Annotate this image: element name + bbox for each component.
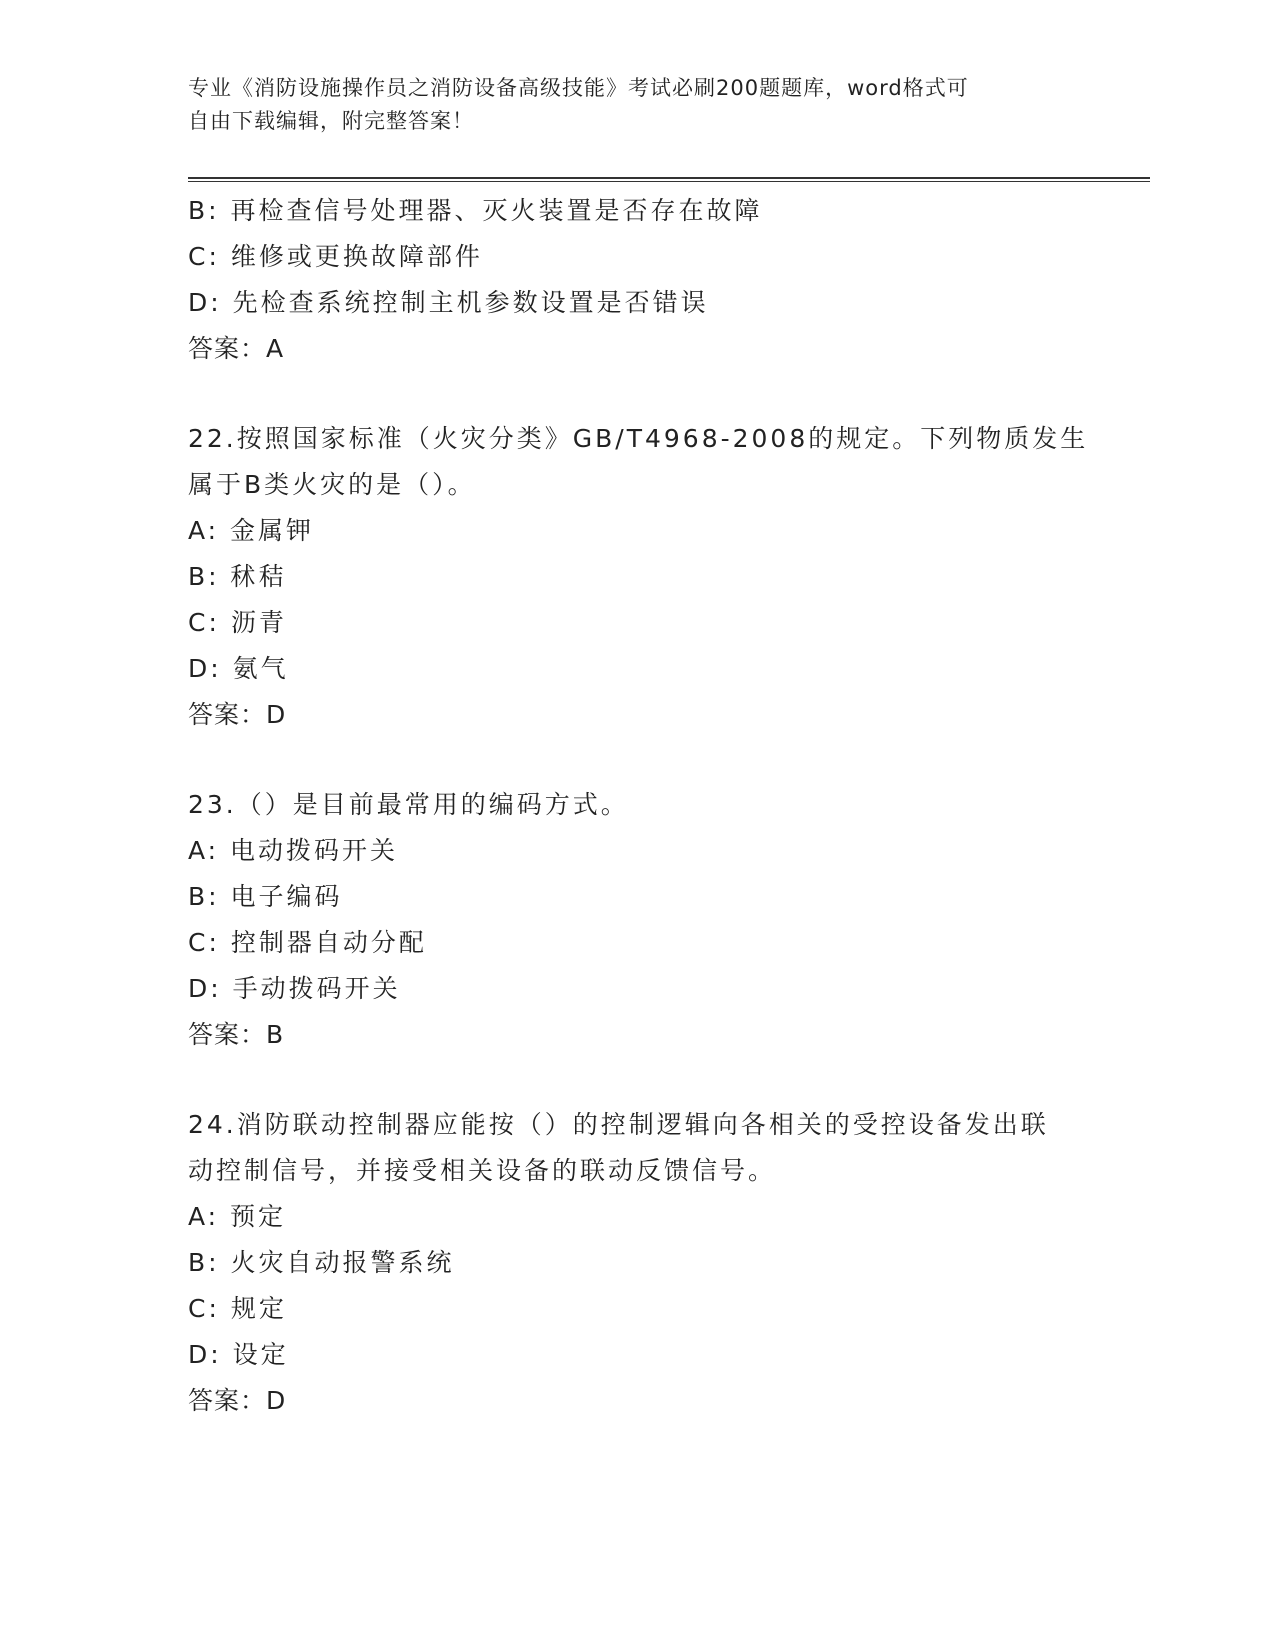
question-spacer <box>188 738 1088 782</box>
header-line-2: 自由下载编辑，附完整答案！ <box>188 109 474 133</box>
q24-option-a: A: 预定 <box>188 1202 287 1231</box>
q24-stem-line-2: 动控制信号，并接受相关设备的联动反馈信号。 <box>188 1156 777 1185</box>
q21-option-b: B: 再检查信号处理器、灭火装置是否存在故障 <box>188 196 763 225</box>
q24-option-b: B: 火灾自动报警系统 <box>188 1248 455 1277</box>
q24-option-d: D: 设定 <box>188 1340 289 1369</box>
question-21 <box>188 188 1088 372</box>
q23-option-d: D: 手动拨码开关 <box>188 974 401 1003</box>
q23-option-a: A: 电动拨码开关 <box>188 836 399 865</box>
q22-option-a: A: 金属钾 <box>188 516 315 545</box>
header-divider <box>188 177 1150 182</box>
question-24 <box>188 1102 1088 1424</box>
q21-answer: 答案：A <box>188 334 285 363</box>
q22-answer: 答案：D <box>188 700 287 729</box>
q22-stem-line-2: 属于B类火灾的是（）。 <box>188 470 476 499</box>
question-23 <box>188 782 1088 1058</box>
q22-option-c: C: 沥青 <box>188 608 287 637</box>
q24-stem-line-1: 24.消防联动控制器应能按（）的控制逻辑向各相关的受控设备发出联 <box>188 1110 1049 1139</box>
question-list <box>188 188 1088 1424</box>
question-22 <box>188 416 1088 738</box>
q22-option-b: B: 秫秸 <box>188 562 287 591</box>
question-spacer <box>188 372 1088 416</box>
q22-option-d: D: 氨气 <box>188 654 289 683</box>
q23-option-b: B: 电子编码 <box>188 882 343 911</box>
document-header <box>188 72 1088 138</box>
q21-option-d: D: 先检查系统控制主机参数设置是否错误 <box>188 288 709 317</box>
q22-stem-line-1: 22.按照国家标准（火灾分类》GB/T4968-2008的规定。下列物质发生 <box>188 424 1089 453</box>
q23-stem-line-1: 23.（）是目前最常用的编码方式。 <box>188 790 629 819</box>
q23-option-c: C: 控制器自动分配 <box>188 928 427 957</box>
q24-option-c: C: 规定 <box>188 1294 287 1323</box>
q24-answer: 答案：D <box>188 1386 287 1415</box>
q21-option-c: C: 维修或更换故障部件 <box>188 242 483 271</box>
header-line-1: 专业《消防设施操作员之消防设备高级技能》考试必刷200题题库，word格式可 <box>188 76 969 100</box>
question-spacer <box>188 1058 1088 1102</box>
q23-answer: 答案：B <box>188 1020 285 1049</box>
